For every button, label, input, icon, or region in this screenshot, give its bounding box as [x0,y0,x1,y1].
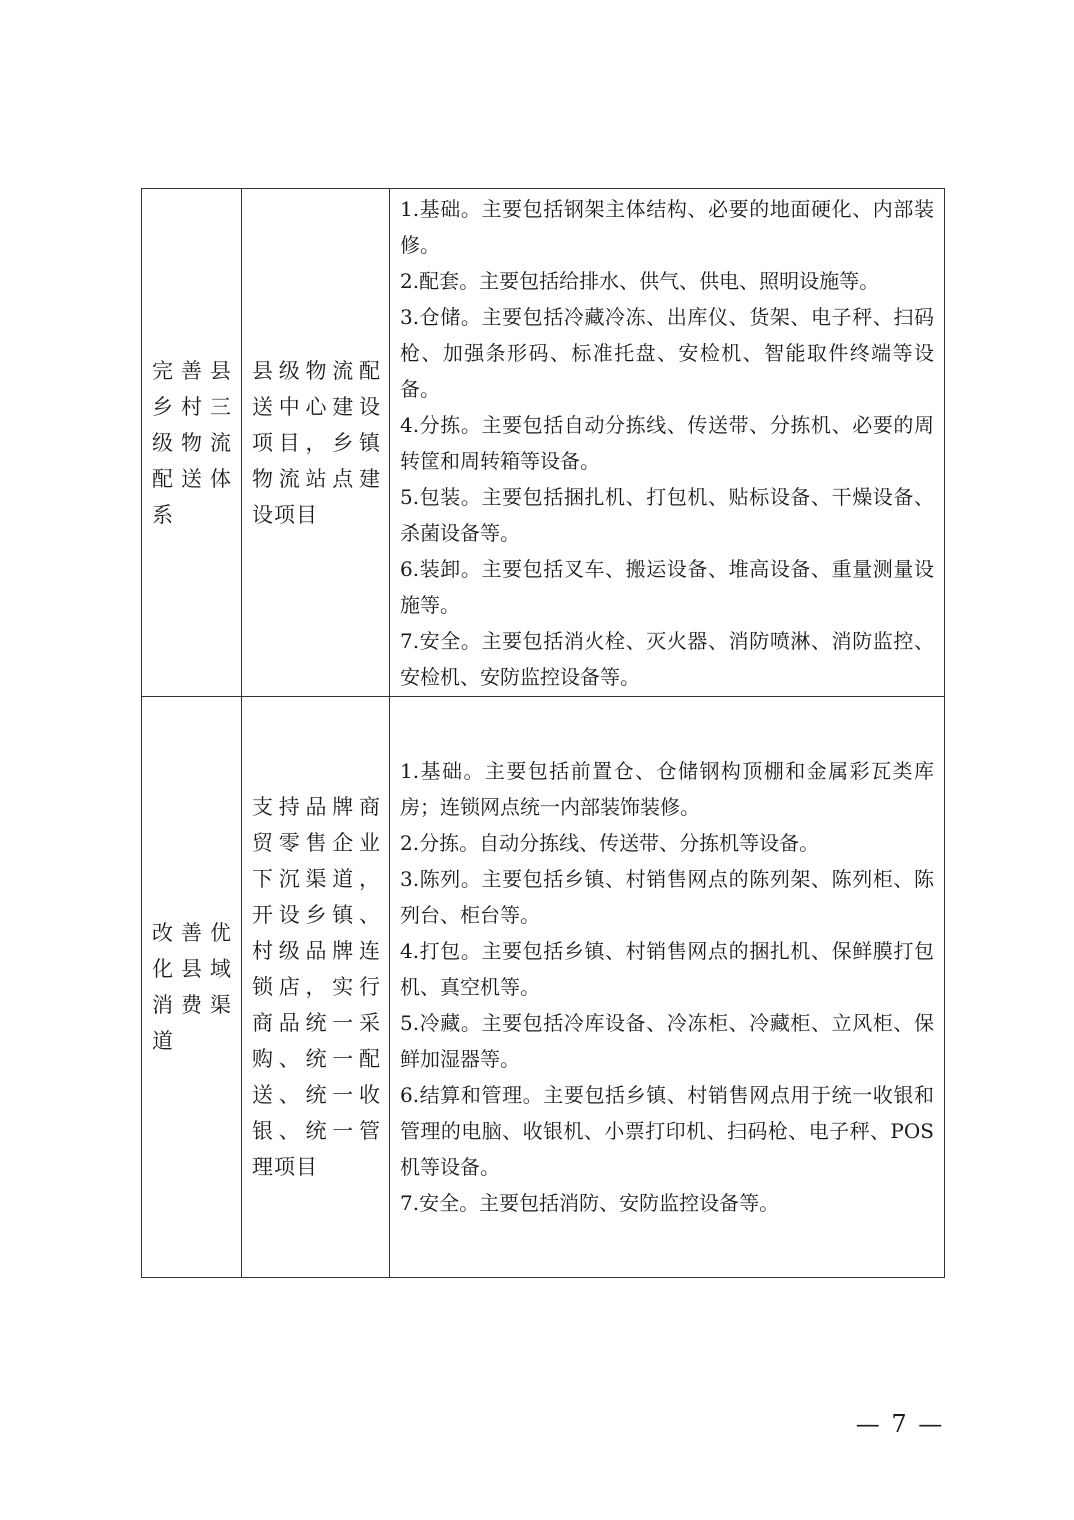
list-item: 1.基础。主要包括前置仓、仓储钢构顶棚和金属彩瓦类库房；连锁网点统一内部装饰装修。 [400,759,934,819]
table-row [142,189,945,697]
list-item: 6.装卸。主要包括叉车、搬运设备、堆高设备、重量测量设施等。 [400,556,934,617]
list-item: 7.安全。主要包括消火栓、灭火器、消防喷淋、消防监控、安检机、安防监控设备等。 [400,628,934,689]
table-row [142,697,945,1278]
project-table [141,188,945,1278]
page-number: — 7 — [855,1410,945,1438]
list-item: 2.分拣。自动分拣线、传送带、分拣机等设备。 [400,831,820,855]
category-cell: 完善县乡村三级物流配送体系 [142,189,242,697]
list-item: 3.陈列。主要包括乡镇、村销售网点的陈列架、陈列柜、陈列台、柜台等。 [400,867,934,927]
project-cell: 支持品牌商贸零售企业下沉渠道，开设乡镇、村级品牌连锁店，实行商品统一采购、统一配送、统一收银、统一管理项目 [242,697,390,1278]
list-item: 5.包装。主要包括捆扎机、打包机、贴标设备、干燥设备、杀菌设备等。 [400,484,934,545]
list-item: 1.基础。主要包括钢架主体结构、必要的地面硬化、内部装修。 [400,196,934,257]
items-cell [390,697,945,1278]
list-item: 2.配套。主要包括给排水、供气、供电、照明设施等。 [400,268,880,293]
list-item: 4.分拣。主要包括自动分拣线、传送带、分拣机、必要的周转筐和周转箱等设备。 [400,412,934,473]
project-cell: 县级物流配送中心建设项目，乡镇物流站点建设项目 [242,189,390,697]
list-item: 3.仓储。主要包括冷藏冷冻、出库仪、货架、电子秤、扫码枪、加强条形码、标准托盘、安检机、智能取件终端等设备。 [400,304,934,401]
list-item: 4.打包。主要包括乡镇、村销售网点的捆扎机、保鲜膜打包机、真空机等。 [400,939,934,999]
category-cell: 改善优化县域消费渠道 [142,697,242,1278]
list-item: 6.结算和管理。主要包括乡镇、村销售网点用于统一收银和管理的电脑、收银机、小票打印机、扫码枪、电子秤、POS机等设备。 [400,1083,934,1179]
items-cell [390,189,945,697]
list-item: 5.冷藏。主要包括冷库设备、冷冻柜、冷藏柜、立风柜、保鲜加湿器等。 [400,1011,934,1071]
list-item: 7.安全。主要包括消防、安防监控设备等。 [400,1191,780,1215]
